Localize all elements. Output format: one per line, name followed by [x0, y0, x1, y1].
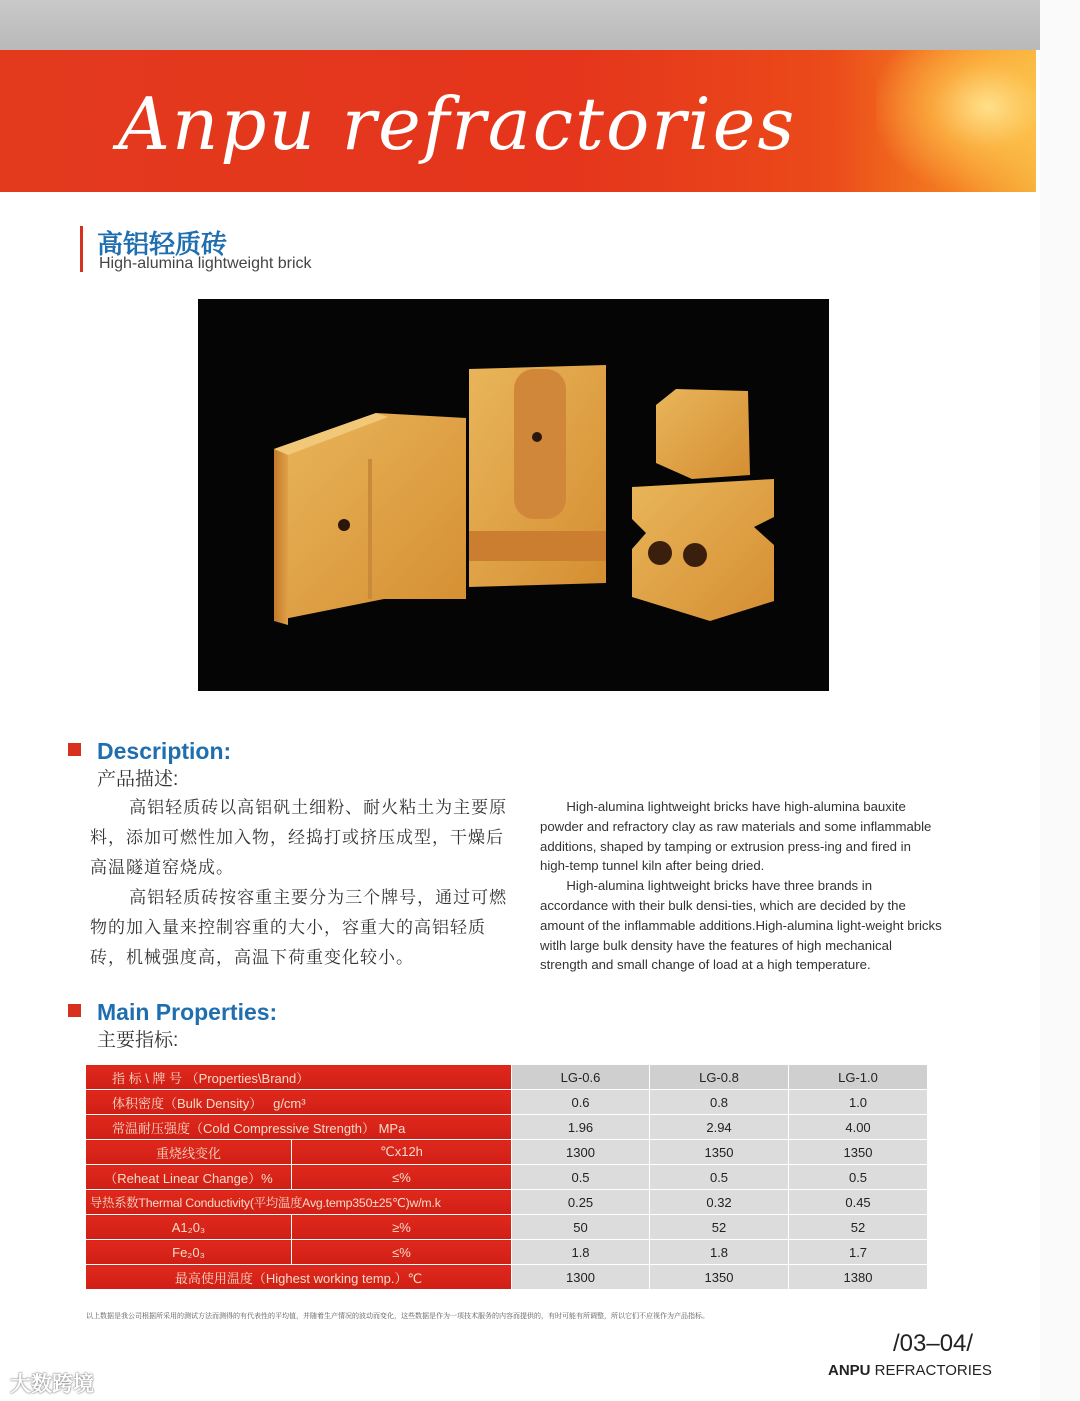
- page-edge: [1040, 0, 1080, 1401]
- row-label-reheat-en: （Reheat Linear Change）%: [86, 1165, 292, 1190]
- header-banner: [0, 50, 1036, 192]
- value-cell: 1350: [650, 1140, 789, 1165]
- table-row: [86, 1240, 928, 1265]
- product-title-en: High-alumina lightweight brick: [99, 255, 312, 272]
- table-row: [86, 1190, 928, 1215]
- row-label-thermal: 导热系数Thermal Conductivity(平均温度Avg.temp350±25℃)w/m.k: [86, 1190, 512, 1215]
- value-cell: 1.7: [789, 1240, 928, 1265]
- description-heading-cn: 产品描述:: [97, 769, 179, 790]
- brand-cell: LG-0.6: [512, 1065, 650, 1090]
- value-cell: 52: [789, 1215, 928, 1240]
- product-photo: [198, 299, 829, 691]
- description-cn-paragraph: 高铝轻质砖按容重主要分为三个牌号，通过可燃物的加入量来控制容重的大小，容重大的高铝轻质砖，机械强度高，高温下荷重变化较小。: [90, 888, 508, 967]
- description-en-paragraph: High-alumina lightweight bricks have three brands in accordance with their bulk densi-ties, which are decided by the amount of the inflammable additions.High-alumina light-weight bricks witlh large bulk density have the features of high mechanical strength and small change of load at a high temperature.: [540, 878, 942, 973]
- value-cell: 50: [512, 1215, 650, 1240]
- value-cell: 4.00: [789, 1115, 928, 1140]
- table-row: [86, 1090, 928, 1115]
- row-unit: g/cm³: [273, 1095, 306, 1111]
- table-row: [86, 1115, 928, 1140]
- brick-illustration: [198, 299, 829, 691]
- table-row: [86, 1140, 928, 1165]
- description-en-paragraph: High-alumina lightweight bricks have high-alumina bauxite powder and refractory clay as raw materials and some inflammable additions, shaped by tamping or extrusion press-ing and fired in high-temp tunnel kiln after being dried.: [540, 799, 932, 874]
- row-sublabel: ℃x12h: [292, 1140, 512, 1165]
- table-row: [86, 1165, 928, 1190]
- row-label-cold-strength: 常温耐压强度（Cold Compressive Strength） MPa: [86, 1115, 512, 1140]
- header-label: 指 标 \ 牌 号 （Properties\Brand）: [86, 1065, 512, 1090]
- description-en: [540, 797, 942, 975]
- bullet-square: [68, 743, 81, 756]
- value-cell: 2.94: [650, 1115, 789, 1140]
- value-cell: 0.5: [789, 1165, 928, 1190]
- row-label-fe2o3: Fe₂0₃: [86, 1240, 292, 1265]
- properties-table: [85, 1064, 928, 1290]
- table-footnote: 以上数据是我公司根据所采用的测试方法而测得的有代表性的平均值，并随着生产情况的波动而变化，这些数据是作为一项技术服务的内容而提供的，有时可能有所调整，所以它们不应视作为产品指标。: [86, 1313, 709, 1320]
- table-row: [86, 1065, 928, 1090]
- row-sublabel: ≤%: [292, 1165, 512, 1190]
- section-marker: [80, 226, 83, 272]
- value-cell: 52: [650, 1215, 789, 1240]
- brand-cell: LG-1.0: [789, 1065, 928, 1090]
- value-cell: 0.45: [789, 1190, 928, 1215]
- row-label-al2o3: A1₂0₃: [86, 1215, 292, 1240]
- page-number: /03–04/: [893, 1330, 974, 1357]
- bullet-square: [68, 1004, 81, 1017]
- value-cell: 1380: [789, 1265, 928, 1290]
- description-cn: [90, 793, 520, 973]
- properties-heading: Main Properties:: [97, 999, 278, 1025]
- flame-graphic: [876, 50, 1036, 192]
- value-cell: 1.0: [789, 1090, 928, 1115]
- footer-brand: [828, 1362, 992, 1379]
- row-label-bulk-density: [86, 1090, 512, 1115]
- value-cell: 0.5: [512, 1165, 650, 1190]
- row-label-max-temp: 最高使用温度（Highest working temp.）℃: [86, 1265, 512, 1290]
- product-title-cn: 高铝轻质砖: [97, 229, 228, 259]
- value-cell: 1300: [512, 1265, 650, 1290]
- value-cell: 1350: [789, 1140, 928, 1165]
- footer-brand-bold: ANPU: [828, 1362, 871, 1379]
- row-label-reheat-cn: 重烧线变化: [86, 1140, 292, 1165]
- watermark: 大数跨境: [10, 1373, 94, 1396]
- row-sublabel: ≤%: [292, 1240, 512, 1265]
- value-cell: 0.32: [650, 1190, 789, 1215]
- table-row: [86, 1265, 928, 1290]
- value-cell: 0.8: [650, 1090, 789, 1115]
- table-row: [86, 1215, 928, 1240]
- row-label-text: 体积密度（Bulk Density）: [112, 1095, 263, 1111]
- description-cn-paragraph: 高铝轻质砖以高铝矾土细粉、耐火粘土为主要原料，添加可燃性加入物，经捣打或挤压成型，干燥后高温隧道窑烧成。: [90, 798, 508, 877]
- value-cell: 1350: [650, 1265, 789, 1290]
- value-cell: 1.8: [650, 1240, 789, 1265]
- value-cell: 0.6: [512, 1090, 650, 1115]
- footer-brand-rest: REFRACTORIES: [870, 1362, 992, 1379]
- value-cell: 1.96: [512, 1115, 650, 1140]
- value-cell: 1.8: [512, 1240, 650, 1265]
- brand-cell: LG-0.8: [650, 1065, 789, 1090]
- description-heading: Description:: [97, 738, 232, 764]
- value-cell: 0.25: [512, 1190, 650, 1215]
- value-cell: 1300: [512, 1140, 650, 1165]
- top-gray-band: [0, 0, 1040, 50]
- properties-heading-cn: 主要指标:: [97, 1030, 179, 1051]
- banner-title: Anpu refractories: [118, 82, 797, 166]
- row-sublabel: ≥%: [292, 1215, 512, 1240]
- value-cell: 0.5: [650, 1165, 789, 1190]
